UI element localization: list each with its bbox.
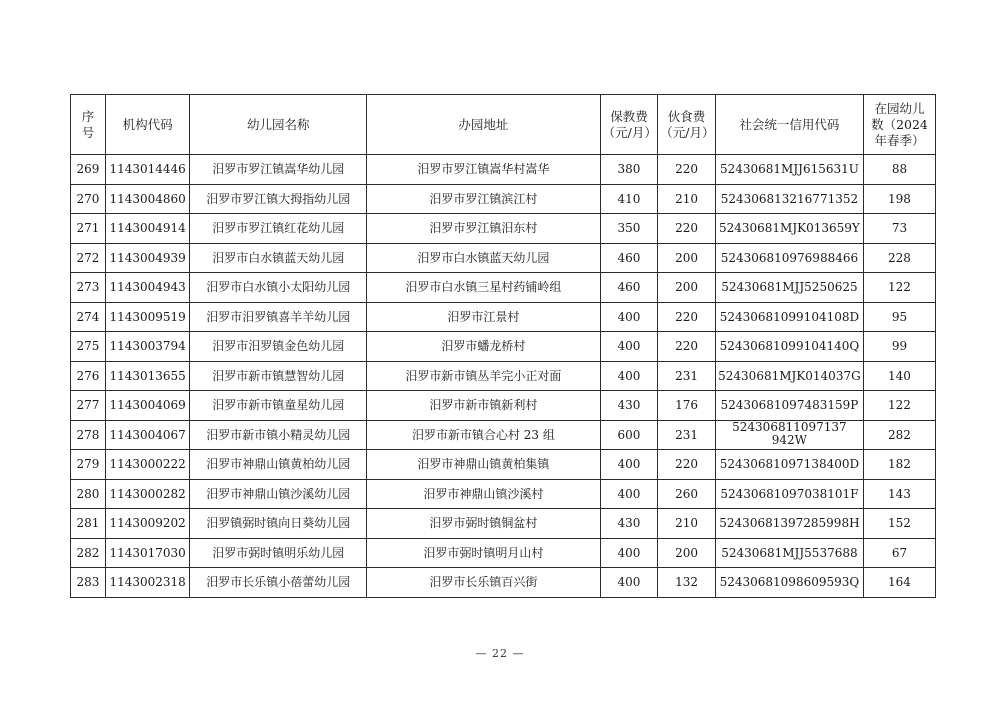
cell-org-code: 1143002318 xyxy=(105,568,189,598)
cell-address: 汨罗市新市镇丛羊完小正对面 xyxy=(367,361,600,391)
credit-code-text: 524306811097137942W xyxy=(732,420,847,448)
cell-enrollment: 122 xyxy=(863,391,935,421)
cell-org-code: 1143004914 xyxy=(105,214,189,244)
cell-org-code: 1143000282 xyxy=(105,479,189,509)
header-care-fee-line1: 保教费 xyxy=(610,108,648,124)
cell-org-code: 1143004943 xyxy=(105,273,189,303)
cell-care-fee: 400 xyxy=(600,538,658,568)
cell-seq: 272 xyxy=(71,243,106,273)
cell-seq: 270 xyxy=(71,184,106,214)
cell-seq: 275 xyxy=(71,332,106,362)
header-care-fee-line2: （元/月） xyxy=(602,124,657,140)
table-row xyxy=(71,568,936,598)
cell-org-code: 1143017030 xyxy=(105,538,189,568)
cell-name: 汨罗市神鼎山镇沙溪幼儿园 xyxy=(190,479,367,509)
cell-org-code: 1143009519 xyxy=(105,302,189,332)
cell-enrollment: 73 xyxy=(863,214,935,244)
header-enrollment-line3: 年春季） xyxy=(874,132,925,148)
cell-care-fee: 430 xyxy=(600,509,658,539)
table-row xyxy=(71,361,936,391)
cell-meal-fee: 231 xyxy=(658,420,716,450)
cell-credit-code: 52430681MJK013659Y xyxy=(715,214,863,244)
cell-address: 汨罗市白水镇三星村药铺岭组 xyxy=(367,273,600,303)
table-row xyxy=(71,450,936,480)
cell-seq: 274 xyxy=(71,302,106,332)
cell-care-fee: 380 xyxy=(600,155,658,185)
cell-care-fee: 400 xyxy=(600,479,658,509)
cell-seq: 283 xyxy=(71,568,106,598)
cell-seq: 280 xyxy=(71,479,106,509)
cell-care-fee: 400 xyxy=(600,361,658,391)
cell-name: 汨罗市罗江镇红花幼儿园 xyxy=(190,214,367,244)
table-row xyxy=(71,391,936,421)
table-row xyxy=(71,184,936,214)
cell-name: 汨罗镇弼时镇向日葵幼儿园 xyxy=(190,509,367,539)
cell-meal-fee: 176 xyxy=(658,391,716,421)
cell-meal-fee: 200 xyxy=(658,273,716,303)
page-number: — 22 — xyxy=(475,647,525,660)
cell-name: 汨罗市白水镇蓝天幼儿园 xyxy=(190,243,367,273)
cell-enrollment: 140 xyxy=(863,361,935,391)
cell-enrollment: 95 xyxy=(863,302,935,332)
cell-name: 汨罗市罗江镇大拇指幼儿园 xyxy=(190,184,367,214)
cell-enrollment: 164 xyxy=(863,568,935,598)
cell-credit-code: 52430681MJJ5537688 xyxy=(715,538,863,568)
header-meal-fee xyxy=(658,95,716,155)
cell-address: 汨罗市罗江镇汨东村 xyxy=(367,214,600,244)
table-header xyxy=(71,95,936,155)
cell-seq: 276 xyxy=(71,361,106,391)
header-enrollment-line2: 数（2024 xyxy=(871,116,928,132)
cell-address: 汨罗市新市镇新利村 xyxy=(367,391,600,421)
cell-address: 汨罗市罗江镇滨江村 xyxy=(367,184,600,214)
cell-meal-fee: 200 xyxy=(658,538,716,568)
table-row xyxy=(71,420,936,450)
cell-credit-code: 52430681099104108D xyxy=(715,302,863,332)
cell-meal-fee: 210 xyxy=(658,509,716,539)
header-meal-fee-line2: （元/月） xyxy=(660,124,715,140)
header-enrollment-line1: 在园幼儿 xyxy=(874,100,925,116)
table-row xyxy=(71,273,936,303)
cell-seq: 282 xyxy=(71,538,106,568)
cell-address: 汨罗市神鼎山镇沙溪村 xyxy=(367,479,600,509)
cell-meal-fee: 200 xyxy=(658,243,716,273)
cell-address: 汨罗市弼时镇铜盆村 xyxy=(367,509,600,539)
header-care-fee xyxy=(600,95,658,155)
table-row xyxy=(71,155,936,185)
cell-care-fee: 460 xyxy=(600,273,658,303)
cell-credit-code: 52430681097483159P xyxy=(715,391,863,421)
cell-enrollment: 282 xyxy=(863,420,935,450)
cell-credit-code: 524306810976988466 xyxy=(715,243,863,273)
cell-name: 汨罗市汨罗镇喜羊羊幼儿园 xyxy=(190,302,367,332)
cell-address: 汨罗市神鼎山镇黄柏集镇 xyxy=(367,450,600,480)
cell-name: 汨罗市弼时镇明乐幼儿园 xyxy=(190,538,367,568)
cell-enrollment: 122 xyxy=(863,273,935,303)
cell-name: 汨罗市新市镇小精灵幼儿园 xyxy=(190,420,367,450)
cell-seq: 277 xyxy=(71,391,106,421)
cell-name: 汨罗市新市镇童星幼儿园 xyxy=(190,391,367,421)
cell-meal-fee: 231 xyxy=(658,361,716,391)
cell-address: 汨罗市弼时镇明月山村 xyxy=(367,538,600,568)
cell-meal-fee: 210 xyxy=(658,184,716,214)
cell-enrollment: 88 xyxy=(863,155,935,185)
table-row xyxy=(71,243,936,273)
cell-org-code: 1143000222 xyxy=(105,450,189,480)
cell-org-code: 1143004939 xyxy=(105,243,189,273)
cell-address: 汨罗市新市镇合心村 23 组 xyxy=(367,420,600,450)
kindergarten-table xyxy=(70,94,936,598)
cell-credit-code: 52430681097038101F xyxy=(715,479,863,509)
cell-care-fee: 600 xyxy=(600,420,658,450)
cell-credit-code: 524306813216771352 xyxy=(715,184,863,214)
cell-org-code: 1143004860 xyxy=(105,184,189,214)
cell-enrollment: 99 xyxy=(863,332,935,362)
cell-org-code: 1143003794 xyxy=(105,332,189,362)
cell-meal-fee: 220 xyxy=(658,450,716,480)
cell-meal-fee: 220 xyxy=(658,155,716,185)
cell-address: 汨罗市罗江镇嵩华村嵩华 xyxy=(367,155,600,185)
cell-credit-code xyxy=(715,420,863,450)
cell-meal-fee: 132 xyxy=(658,568,716,598)
cell-credit-code: 52430681MJJ615631U xyxy=(715,155,863,185)
cell-care-fee: 400 xyxy=(600,332,658,362)
cell-credit-code: 52430681397285998H xyxy=(715,509,863,539)
cell-seq: 281 xyxy=(71,509,106,539)
cell-meal-fee: 220 xyxy=(658,214,716,244)
cell-credit-code: 52430681MJJ5250625 xyxy=(715,273,863,303)
cell-name: 汨罗市罗江镇嵩华幼儿园 xyxy=(190,155,367,185)
cell-address: 汨罗市长乐镇百兴街 xyxy=(367,568,600,598)
table-body xyxy=(71,155,936,598)
cell-meal-fee: 260 xyxy=(658,479,716,509)
cell-name: 汨罗市长乐镇小蓓蕾幼儿园 xyxy=(190,568,367,598)
cell-meal-fee: 220 xyxy=(658,332,716,362)
cell-enrollment: 67 xyxy=(863,538,935,568)
header-seq: 序号 xyxy=(71,95,106,155)
cell-care-fee: 400 xyxy=(600,568,658,598)
cell-care-fee: 460 xyxy=(600,243,658,273)
header-address: 办园地址 xyxy=(367,95,600,155)
cell-seq: 271 xyxy=(71,214,106,244)
cell-care-fee: 400 xyxy=(600,302,658,332)
cell-enrollment: 228 xyxy=(863,243,935,273)
cell-seq: 273 xyxy=(71,273,106,303)
cell-enrollment: 152 xyxy=(863,509,935,539)
table-row xyxy=(71,509,936,539)
cell-meal-fee: 220 xyxy=(658,302,716,332)
cell-seq: 278 xyxy=(71,420,106,450)
cell-enrollment: 143 xyxy=(863,479,935,509)
header-credit-code: 社会统一信用代码 xyxy=(715,95,863,155)
cell-address: 汨罗市江景村 xyxy=(367,302,600,332)
table-row xyxy=(71,332,936,362)
cell-address: 汨罗市蟠龙桥村 xyxy=(367,332,600,362)
cell-credit-code: 52430681097138400D xyxy=(715,450,863,480)
cell-credit-code: 52430681099104140Q xyxy=(715,332,863,362)
cell-care-fee: 400 xyxy=(600,450,658,480)
cell-name: 汨罗市新市镇慧智幼儿园 xyxy=(190,361,367,391)
cell-care-fee: 350 xyxy=(600,214,658,244)
table-row xyxy=(71,214,936,244)
cell-org-code: 1143014446 xyxy=(105,155,189,185)
cell-name: 汨罗市神鼎山镇黄柏幼儿园 xyxy=(190,450,367,480)
table-row xyxy=(71,479,936,509)
cell-org-code: 1143004069 xyxy=(105,391,189,421)
cell-enrollment: 198 xyxy=(863,184,935,214)
header-org-code: 机构代码 xyxy=(105,95,189,155)
cell-name: 汨罗市汨罗镇金色幼儿园 xyxy=(190,332,367,362)
cell-address: 汨罗市白水镇蓝天幼儿园 xyxy=(367,243,600,273)
cell-care-fee: 430 xyxy=(600,391,658,421)
cell-seq: 269 xyxy=(71,155,106,185)
cell-name: 汨罗市白水镇小太阳幼儿园 xyxy=(190,273,367,303)
cell-seq: 279 xyxy=(71,450,106,480)
cell-credit-code: 52430681098609593Q xyxy=(715,568,863,598)
cell-org-code: 1143004067 xyxy=(105,420,189,450)
cell-credit-code: 52430681MJK014037G xyxy=(715,361,863,391)
header-name: 幼儿园名称 xyxy=(190,95,367,155)
cell-org-code: 1143013655 xyxy=(105,361,189,391)
table-row xyxy=(71,538,936,568)
cell-org-code: 1143009202 xyxy=(105,509,189,539)
table-row xyxy=(71,302,936,332)
cell-care-fee: 410 xyxy=(600,184,658,214)
header-meal-fee-line1: 伙食费 xyxy=(667,108,706,124)
cell-enrollment: 182 xyxy=(863,450,935,480)
header-enrollment xyxy=(863,95,935,155)
